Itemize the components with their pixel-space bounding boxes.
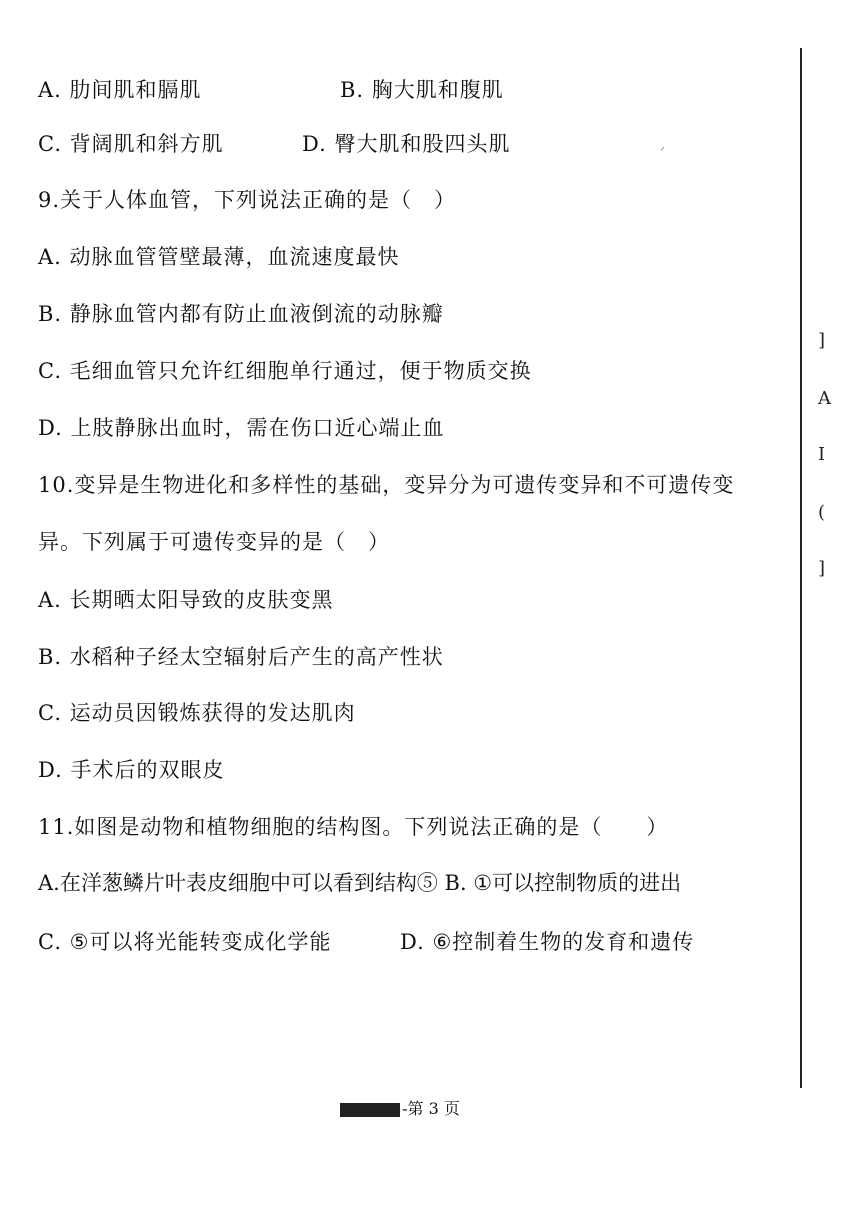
option-10d: D. 手术后的双眼皮 — [38, 758, 225, 782]
option-9b: B. 静脉血管内都有防止血液倒流的动脉瓣 — [38, 302, 444, 326]
page-footer — [0, 1098, 800, 1120]
margin-fragment: ] — [818, 330, 826, 351]
option-8b: B. 胸大肌和腹肌 — [340, 78, 504, 102]
question-10-line2: 异。下列属于可遗传变异的是（ ） — [38, 530, 390, 554]
margin-fragment: ( — [818, 502, 826, 523]
option-10b: B. 水稻种子经太空辐射后产生的高产性状 — [38, 645, 444, 669]
option-8c: C. 背阔肌和斜方肌 — [38, 132, 224, 156]
right-margin-rule — [800, 48, 802, 1088]
question-11: 11.如图是动物和植物细胞的结构图。下列说法正确的是（ ） — [38, 815, 669, 839]
option-8d: D. 臀大肌和股四头肌 — [302, 132, 511, 156]
question-9: 9.关于人体血管，下列说法正确的是（ ） — [38, 188, 457, 212]
page-number: -第 3 页 — [402, 1099, 460, 1118]
option-11c: C. ⑤可以将光能转变成化学能 — [38, 930, 332, 954]
question-10-line1: 10.变异是生物进化和多样性的基础，变异分为可遗传变异和不可遗传变 — [38, 473, 735, 497]
option-9c: C. 毛细血管只允许红细胞单行通过，便于物质交换 — [38, 359, 532, 383]
blurred-text — [340, 1103, 400, 1117]
option-11d: D. ⑥控制着生物的发育和遗传 — [400, 930, 695, 954]
option-8a: A. 肋间肌和膈肌 — [38, 78, 202, 102]
option-9a: A. 动脉血管管壁最薄，血流速度最快 — [38, 245, 400, 269]
option-11a-11b: A.在洋葱鳞片叶表皮细胞中可以看到结构⑤ B. ①可以控制物质的进出 — [38, 871, 682, 895]
option-9d: D. 上肢静脉出血时，需在伤口近心端止血 — [38, 416, 445, 440]
option-10a: A. 长期晒太阳导致的皮肤变黑 — [38, 588, 334, 612]
option-10c: C. 运动员因锻炼获得的发达肌肉 — [38, 701, 356, 725]
margin-fragment: I — [818, 444, 826, 465]
margin-fragment: A — [818, 388, 831, 409]
scan-speck: ⸍ — [660, 146, 665, 157]
margin-fragment: ] — [818, 558, 826, 579]
